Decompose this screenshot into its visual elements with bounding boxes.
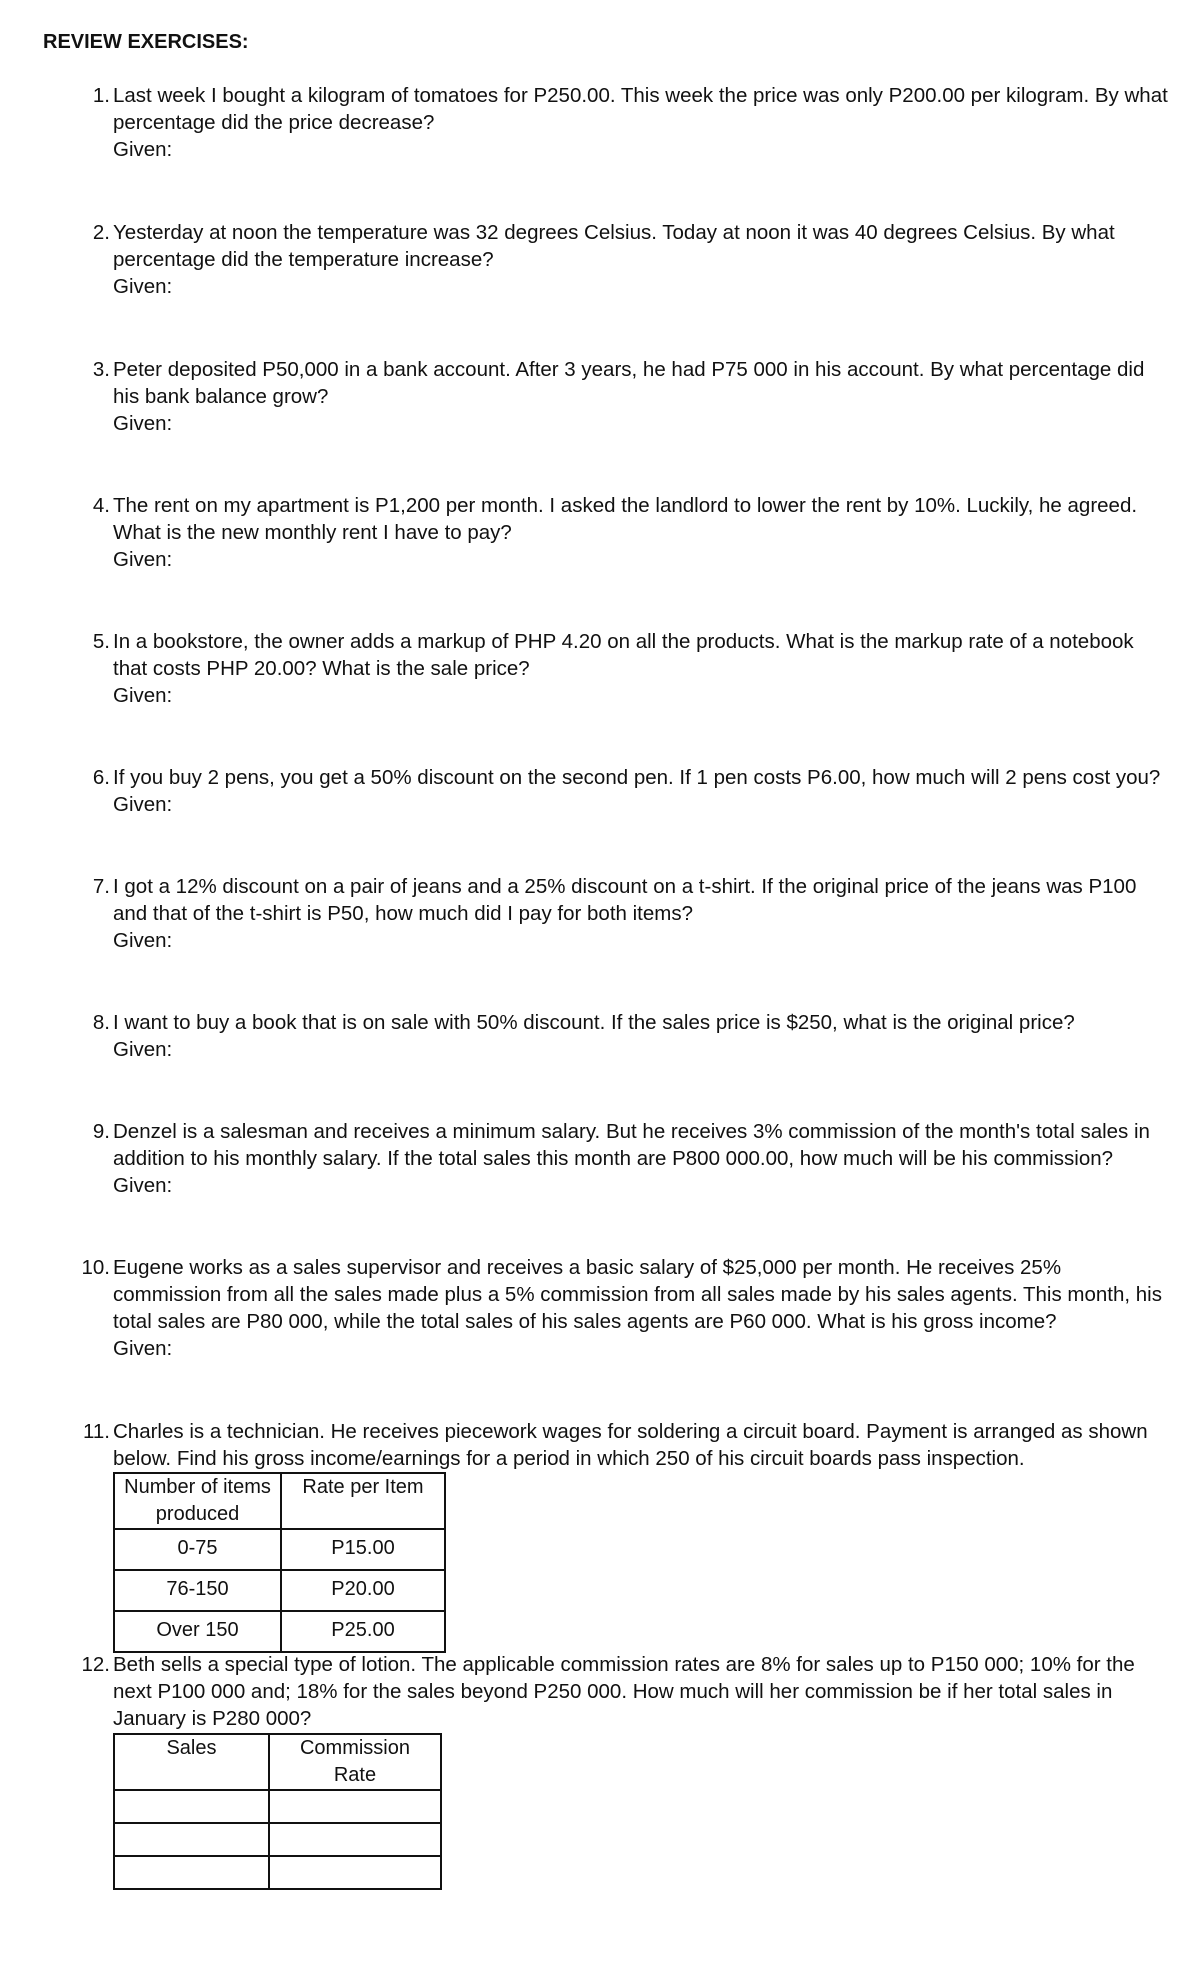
header-cell: Commission Rate <box>269 1734 441 1790</box>
given-label: Given: <box>113 684 173 707</box>
given-label: Given: <box>113 412 173 435</box>
question-2 <box>72 219 1172 300</box>
question-number: 11. <box>83 1420 110 1443</box>
given-label: Given: <box>113 275 173 298</box>
table-cell <box>114 1790 269 1823</box>
question-text: The rent on my apartment is P1,200 per month. I asked the landlord to lower the rent by 10%. Luckily, he agreed. What is the new monthly rent I have to pay? <box>113 494 1138 544</box>
given-label: Given: <box>113 1174 173 1197</box>
question-number: 6. <box>92 766 110 789</box>
question-text: Eugene works as a sales supervisor and receives a basic salary of $25,000 per month. He receives 25% commission from all the sales made plus a 5% commission from all sales made by his sales agents. This month, his total sales are P80 000, while the total sales of his sales agents are P60 000. What is his gross income? <box>113 1256 1162 1333</box>
question-text: Peter deposited P50,000 in a bank account. After 3 years, he had P75 000 in his account. By what percentage did his bank balance grow? <box>113 358 1145 408</box>
question-number: 3. <box>92 358 110 381</box>
question-6 <box>72 764 1172 818</box>
table-cell <box>269 1790 441 1823</box>
question-number: 4. <box>92 494 110 517</box>
table-cell <box>269 1823 441 1856</box>
header-cell: Rate per Item <box>281 1473 445 1529</box>
table-row <box>114 1823 441 1856</box>
commission-table <box>113 1733 442 1890</box>
table-row <box>114 1790 441 1823</box>
table-header-row <box>114 1734 441 1790</box>
question-number: 10. <box>81 1256 110 1279</box>
question-9 <box>72 1118 1172 1199</box>
question-text: Yesterday at noon the temperature was 32 degrees Celsius. Today at noon it was 40 degrees Celsius. By what percentage did the temperature increase? <box>113 221 1115 271</box>
question-text: In a bookstore, the owner adds a markup of PHP 4.20 on all the products. What is the markup rate of a notebook that costs PHP 20.00? What is the sale price? <box>113 630 1134 680</box>
table-cell <box>114 1823 269 1856</box>
question-1 <box>72 82 1172 163</box>
question-number: 12. <box>81 1653 110 1676</box>
table-cell: P25.00 <box>281 1611 445 1652</box>
given-label: Given: <box>113 793 173 816</box>
question-number: 5. <box>92 630 110 653</box>
question-7 <box>72 873 1172 954</box>
question-text: Charles is a technician. He receives piecework wages for soldering a circuit board. Payment is arranged as shown below. Find his gross income/earnings for a period in which 250 of his circuit boards pass inspection. <box>113 1420 1148 1470</box>
question-text: Last week I bought a kilogram of tomatoes for P250.00. This week the price was only P200.00 per kilogram. By what percentage did the price decrease? <box>113 84 1168 134</box>
question-8 <box>72 1009 1172 1063</box>
given-label: Given: <box>113 1038 173 1061</box>
question-5 <box>72 628 1172 709</box>
question-3 <box>72 356 1172 437</box>
question-number: 1. <box>92 84 110 107</box>
given-label: Given: <box>113 929 173 952</box>
table-row <box>114 1570 445 1611</box>
table-cell: 76-150 <box>114 1570 281 1611</box>
given-label: Given: <box>113 1337 173 1360</box>
table-cell <box>114 1856 269 1889</box>
question-text: I got a 12% discount on a pair of jeans and a 25% discount on a t-shirt. If the original price of the jeans was P100 and that of the t-shirt is P50, how much did I pay for both items? <box>113 875 1137 925</box>
table-cell: Over 150 <box>114 1611 281 1652</box>
question-12 <box>72 1651 1172 1732</box>
header-cell: Number of items produced <box>114 1473 281 1529</box>
table-cell <box>269 1856 441 1889</box>
question-number: 2. <box>92 221 110 244</box>
table-cell: 0-75 <box>114 1529 281 1570</box>
given-label: Given: <box>113 138 173 161</box>
given-label: Given: <box>113 548 173 571</box>
question-text: Beth sells a special type of lotion. The applicable commission rates are 8% for sales up to P150 000; 10% for the next P100 000 and; 18% for the sales beyond P250 000. How much will her commission be if her total sales in January is P280 000? <box>113 1653 1135 1730</box>
question-text: I want to buy a book that is on sale with 50% discount. If the sales price is $250, what is the original price? <box>113 1011 1075 1034</box>
table-cell: P20.00 <box>281 1570 445 1611</box>
question-4 <box>72 492 1172 573</box>
rate-table <box>113 1472 446 1653</box>
question-text: If you buy 2 pens, you get a 50% discount on the second pen. If 1 pen costs P6.00, how much will 2 pens cost you? <box>113 766 1161 789</box>
question-text: Denzel is a salesman and receives a minimum salary. But he receives 3% commission of the month's total sales in addition to his monthly salary. If the total sales this month are P800 000.00, how much will be his commission? <box>113 1120 1150 1170</box>
table-header-row <box>114 1473 445 1529</box>
header-cell: Sales <box>114 1734 269 1790</box>
table-row <box>114 1611 445 1652</box>
table-row <box>114 1856 441 1889</box>
question-11 <box>72 1418 1172 1472</box>
page-title: REVIEW EXERCISES: <box>43 31 249 53</box>
table-cell: P15.00 <box>281 1529 445 1570</box>
question-number: 8. <box>92 1011 110 1034</box>
question-number: 7. <box>92 875 110 898</box>
table-row <box>114 1529 445 1570</box>
question-10 <box>72 1254 1172 1362</box>
question-number: 9. <box>92 1120 110 1143</box>
